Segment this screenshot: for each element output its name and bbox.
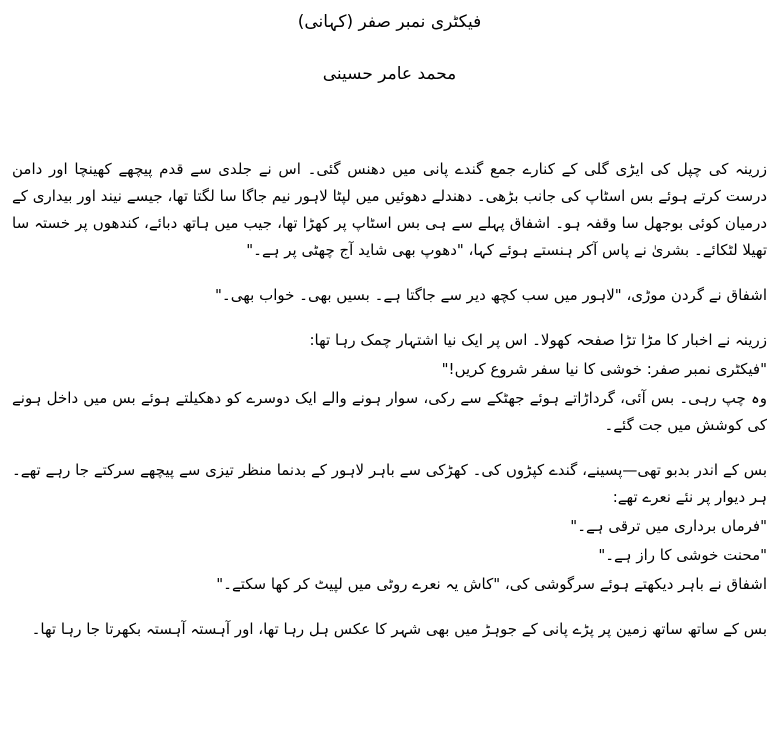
paragraph-3: زرینہ نے اخبار کا مڑا تڑا صفحہ کھولا۔ اس پر ایک نیا اشتہار چمک رہا تھا: [309, 331, 767, 349]
paragraph-5: بس کے اندر بدبو تھی—پسینے، گندے کپڑوں کی۔ کھڑکی سے باہر لاہور کے بدنما منظر تیزی سے پیچھے سرکتے جا رہے تھے۔ ہر دیوار پر نئے نعرے تھے: [12, 461, 767, 506]
slogan-2: "محنت خوشی کا راز ہے۔" [598, 546, 767, 564]
paragraph-6: اشفاق نے باہر دیکھتے ہوئے سرگوشی کی، "کاش یہ نعرے روٹی میں لپیٹ کر کھا سکتے۔" [216, 575, 767, 593]
paragraph-4: وہ چپ رہی۔ بس آئی، گرداڑاتے ہوئے جھٹکے سے رکی، سوار ہونے والے ایک دوسرے کو دھکیلتے ہوئے بس میں داخل ہونے کی کوشش میں جت گئے۔ [12, 389, 767, 434]
story-body [12, 156, 767, 661]
story-title: فیکٹری نمبر صفر (کہانی) [297, 12, 482, 32]
slogan-1: "فرماں برداری میں ترقی ہے۔" [570, 517, 767, 535]
paragraph-1: زرینہ کی چپل کی ایڑی گلی کے کنارے جمع گندے پانی میں دھنس گئی۔ اس نے جلدی سے قدم پیچھے کھینچا اور دامن درست کرتے ہوئے بس اسٹاپ کی جانب بڑھی۔ دھندلے دھوئیں میں لپٹا لاہور نیم جاگا سا لگتا تھا، جیسے نیند اور بیداری کے درمیان کوئی بوجھل سا وقفہ ہو۔ اشفاق پہلے سے ہی بس اسٹاپ پر کھڑا تھا، جیب میں ہاتھ دبائے، کندھوں پر خستہ سا تھیلا لٹکائے۔ بشریٰ نے پاس آکر ہنستے ہوئے کہا، "دھوپ بھی شاید آج چھٹی پر ہے۔" [12, 160, 767, 259]
paragraph-2: اشفاق نے گردن موڑی، "لاہور میں سب کچھ دیر سے جاگتا ہے۔ بسیں بھی۔ خواب بھی۔" [215, 286, 767, 304]
paragraph-7: بس کے ساتھ ساتھ زمین پر پڑے پانی کے جوہڑ میں بھی شہر کا عکس ہل رہا تھا، اور آہستہ آہستہ بکھرتا جا رہا تھا۔ [31, 620, 767, 638]
author-name: محمد عامر حسینی [322, 64, 457, 84]
ad-slogan: "فیکٹری نمبر صفر: خوشی کا نیا سفر شروع کریں!" [441, 360, 767, 378]
